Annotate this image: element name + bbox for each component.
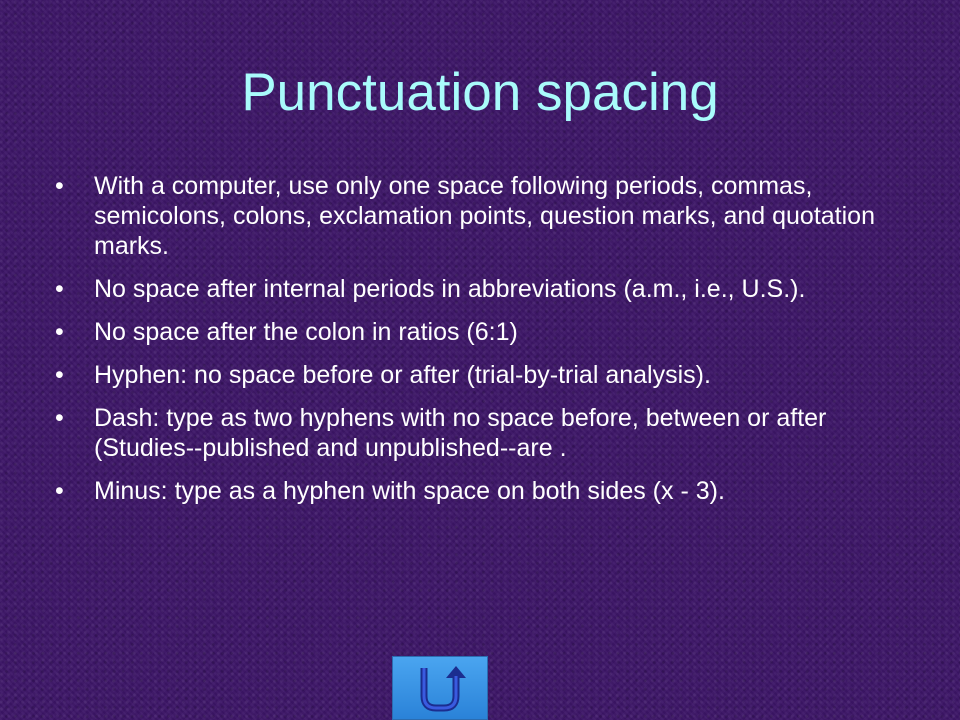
return-button[interactable] xyxy=(392,656,488,720)
bullet-marker: • xyxy=(55,477,64,505)
bullet-marker: • xyxy=(55,172,64,200)
bullet-text: No space after internal periods in abbreviations (a.m., i.e., U.S.). xyxy=(94,275,806,303)
bullet-item xyxy=(55,171,905,261)
bullet-text: Hyphen: no space before or after (trial-by-trial analysis). xyxy=(94,361,711,389)
bullet-text: No space after the colon in ratios (6:1) xyxy=(94,318,518,346)
bullet-marker: • xyxy=(55,318,64,346)
bullet-marker: • xyxy=(55,275,64,303)
bullet-item xyxy=(55,403,905,463)
bullet-text: Minus: type as a hyphen with space on both sides (x - 3). xyxy=(94,477,725,505)
bullet-text: With a computer, use only one space following periods, commas, semicolons, colons, exclamation points, question marks, and quotation marks. xyxy=(94,172,875,260)
slide-title: Punctuation spacing xyxy=(241,63,719,122)
bullet-item xyxy=(55,360,905,390)
bullet-list xyxy=(55,171,905,519)
bullet-item xyxy=(55,476,905,506)
return-u-turn-icon xyxy=(414,662,466,714)
bullet-marker: • xyxy=(55,404,64,432)
bullet-item xyxy=(55,317,905,347)
bullet-item xyxy=(55,274,905,304)
bullet-marker: • xyxy=(55,361,64,389)
bullet-text: Dash: type as two hyphens with no space before, between or after (Studies--published and unpublished--are . xyxy=(94,404,827,462)
